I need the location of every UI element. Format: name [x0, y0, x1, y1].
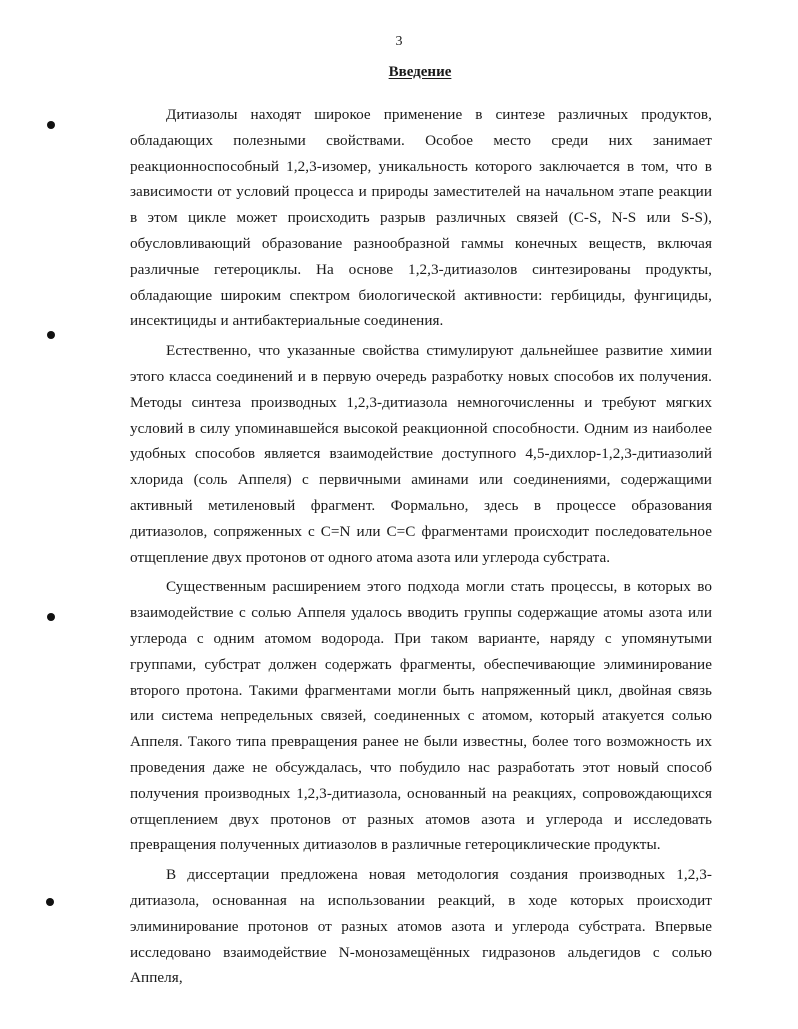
margin-dot-4 [46, 898, 54, 906]
paragraph-3: Существенным расширением этого подхода могли стать процессы, в которых во взаимодействие с солью Аппеля удалось вводить группы содержащие атомы азота или углерода с одним атомом водорода. При таком варианте, наряду с упомянутыми группами, субстрат должен содержать фрагменты, обеспечивающие элиминирование второго протона. Такими фрагментами могли быть напряженный цикл, двойная связь или система непредельных связей, соединенных с атомом, который атакуется солью Аппеля. Такого типа превращения ранее не были известны, более того возможность их проведения даже не обсуждалась, что побудило нас разработать этот новый способ получения производных 1,2,3-дитиазола, основанный на реакциях, сопровождающихся отщеплением двух протонов от разных атомов азота и углерода и исследовать превращения полученных дитиазолов в различные гетероциклические продукты. [130, 578, 712, 854]
paragraph-2: Естественно, что указанные свойства стимулируют дальнейшее развитие химии этого класса соединений и в первую очередь разработку новых способов их получения. Методы синтеза производных 1,2,3-дитиазола немногочисленны и требуют мягких условий в силу упоминавшейся высокой реакционной способности. Одним из наиболее удобных способов является взаимодействие доступного 4,5-дихлор-1,2,3-дитиазолий хлорида (соль Аппеля) с первичными аминами или соединениями, содержащими активный метиленовый фрагмент. Формально, здесь в процессе образования дитиазолов, сопряженных с C=N или C=C фрагментами происходит последовательное отщепление двух протонов от одного атома азота или углерода субстрата. [130, 342, 712, 566]
section-heading [0, 62, 798, 82]
margin-dot-1 [47, 121, 55, 129]
margin-dot-2 [47, 331, 55, 339]
body-text [130, 102, 712, 995]
section-heading-text: Введение [388, 64, 452, 80]
paragraph-4: В диссертации предложена новая методология создания производных 1,2,3-дитиазола, основанная на использовании реакций, в ходе которых происходит элиминирование протонов от разных атомов азота и углерода субстрата. Впервые исследовано взаимодействие N-монозамещённых гидразонов альдегидов с солью Аппеля, [130, 866, 712, 987]
margin-dot-3 [47, 613, 55, 621]
page-number: 3 [395, 34, 403, 49]
paragraph-1: Дитиазолы находят широкое применение в синтезе различных продуктов, обладающих полезными свойствами. Особое место среди них занимает реакционноспособный 1,2,3-изомер, уникальность которого заключается в том, что в зависимости от условий процесса и природы заместителей на начальном этапе реакции в этом цикле может происходить разрыв различных связей (C-S, N-S или S-S), обусловливающий образование разнообразной гаммы конечных веществ, включая различные гетероциклы. На основе 1,2,3-дитиазолов синтезированы продукты, обладающие широким спектром биологической активности: гербициды, фунгициды, инсектициды и антибактериальные соединения. [130, 106, 712, 330]
